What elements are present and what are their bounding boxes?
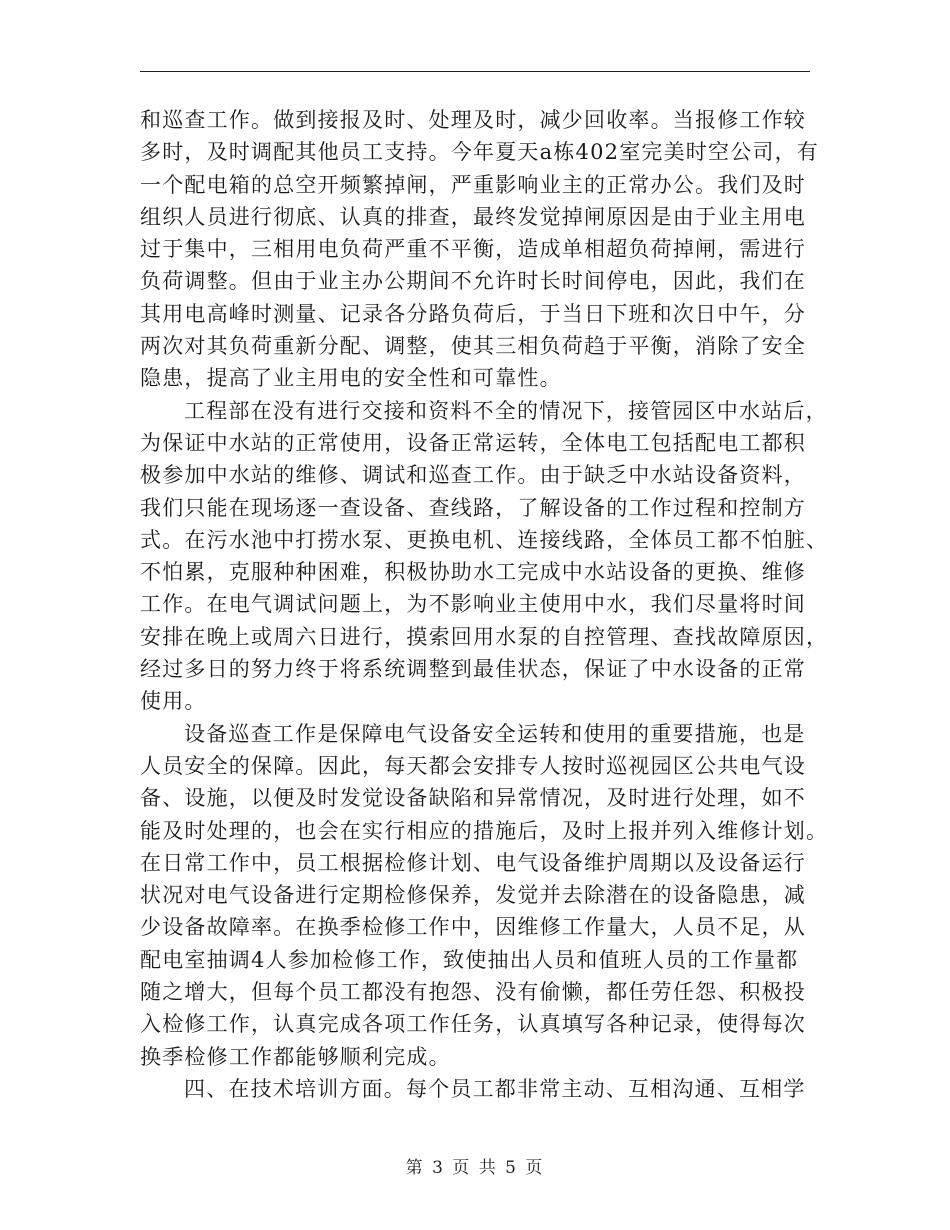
text-line: 配电室抽调4人参加检修工作，致使抽出人员和值班人员的工作量都 [140, 947, 799, 972]
text-line: 换季检修工作都能够顺利完成。 [140, 1044, 451, 1069]
text-line: 工程部在没有进行交接和资料不全的情况下，接管园区中水站后， [184, 398, 828, 423]
text-line: 经过多日的努力终于将系统调整到最佳状态，保证了中水设备的正常 [140, 657, 806, 682]
text-line: 式。在污水池中打捞水泵、更换电机、连接线路，全体员工都不怕脏、 [140, 527, 829, 552]
text-line: 组织人员进行彻底、认真的排查，最终发觉掉闸原因是由于业主用电 [140, 204, 806, 229]
paragraph [140, 718, 829, 1073]
text-line: 备、设施，以便及时发觉设备缺陷和异常情况，及时进行处理，如不 [140, 786, 806, 811]
text-line: 不怕累，克服种种困难，积极协助水工完成中水站设备的更换、维修 [140, 560, 806, 585]
text-line: 设备巡查工作是保障电气设备安全运转和使用的重要措施，也是 [184, 721, 806, 746]
text-line: 使用。 [140, 689, 207, 714]
text-line: 四、在技术培训方面。每个员工都非常主动、互相沟通、互相学 [184, 1076, 806, 1101]
text-line: 隐患，提高了业主用电的安全性和可靠性。 [140, 366, 562, 391]
text-line: 人员安全的保障。因此，每天都会安排专人按时巡视园区公共电气设 [140, 753, 806, 778]
text-line: 其用电高峰时测量、记录各分路负荷后，于当日下班和次日中午，分 [140, 301, 806, 326]
text-line: 极参加中水站的维修、调试和巡查工作。由于缺乏中水站设备资料， [140, 463, 806, 488]
text-line: 多时，及时调配其他员工支持。今年夏天a栋402室完美时空公司，有 [140, 140, 819, 165]
text-line: 入检修工作，认真完成各项工作任务，认真填写各种记录，使得每次 [140, 1012, 806, 1037]
text-line: 我们只能在现场逐一查设备、查线路，了解设备的工作过程和控制方 [140, 495, 806, 520]
text-line: 两次对其负荷重新分配、调整，使其三相负荷趋于平衡，消除了安全 [140, 334, 806, 359]
text-line: 和巡查工作。做到接报及时、处理及时，减少回收率。当报修工作较 [140, 108, 806, 132]
text-line: 随之增大，但每个员工都没有抱怨、没有偷懒，都任劳任怨、积极投 [140, 980, 806, 1005]
text-line: 少设备故障率。在换季检修工作中，因维修工作量大，人员不足，从 [140, 915, 806, 940]
text-line: 为保证中水站的正常使用，设备正常运转，全体电工包括配电工都积 [140, 430, 806, 455]
text-line: 安排在晚上或周六日进行，摸索回用水泵的自控管理、查找故障原因， [140, 624, 829, 649]
text-line: 过于集中，三相用电负荷严重不平衡，造成单相超负荷掉闸，需进行 [140, 237, 806, 262]
page-footer: 第 3 页 共 5 页 [405, 1158, 545, 1178]
paragraph [140, 1073, 810, 1105]
text-line: 能及时处理的，也会在实行相应的措施后，及时上报并列入维修计划。 [140, 818, 829, 843]
text-line: 在日常工作中，员工根据检修计划、电气设备维护周期以及设备运行 [140, 850, 806, 875]
text-line: 负荷调整。但由于业主办公期间不允许时长时间停电，因此，我们在 [140, 269, 806, 294]
document-body [140, 104, 829, 1105]
text-line: 工作。在电气调试问题上，为不影响业主使用中水，我们尽量将时间 [140, 592, 806, 617]
text-line: 一个配电箱的总空开频繁掉闸，严重影响业主的正常办公。我们及时 [140, 172, 806, 197]
text-line: 状况对电气设备进行定期检修保养，发觉并去除潜在的设备隐患，减 [140, 883, 806, 908]
paragraph [140, 395, 829, 718]
header-rule [140, 71, 810, 72]
paragraph [140, 104, 819, 395]
